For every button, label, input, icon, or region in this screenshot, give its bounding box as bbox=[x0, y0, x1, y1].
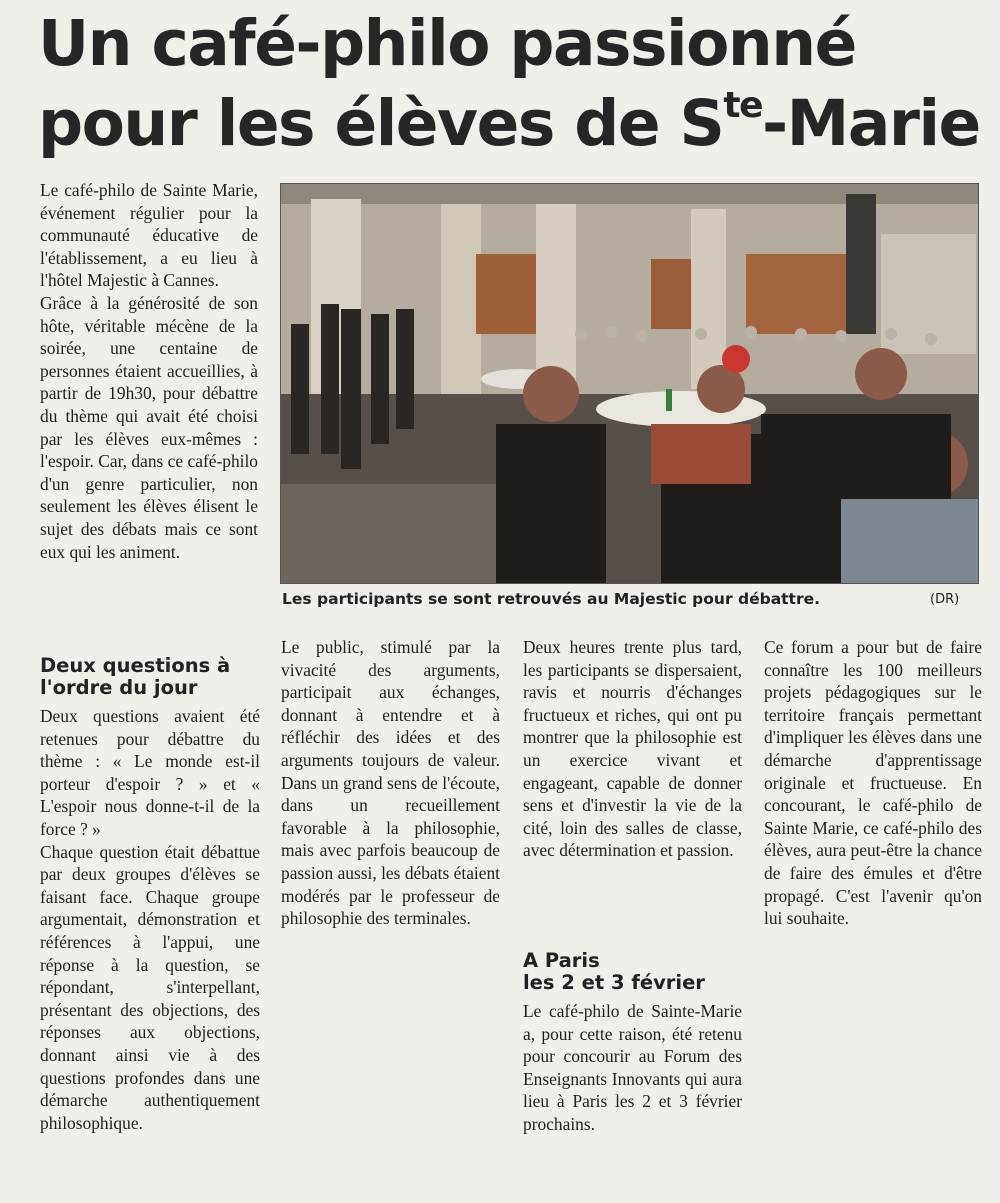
photo-credit bbox=[930, 592, 959, 607]
intro-paragraph: Le café-philo de Sainte Marie, événement régulier pour la communauté éducative de l'établissement, a eu lieu à l'hôtel Majestic à Cannes. bbox=[40, 180, 258, 291]
event-photo bbox=[280, 183, 979, 584]
column-4 bbox=[764, 636, 982, 930]
paragraph-3: Deux questions avaient été retenues pour débattre du thème : « Le monde est-il porteur d'espoir ? » et « L'espoir nous donne-t-il de la force ? » bbox=[40, 706, 260, 839]
paragraph-2: Grâce à la générosité de son hôte, véritable mécène de la soirée, une centaine de personnes étaient accueillies, à partir de 19h30, pour débattre du thème qui avait été choisi par les élèves eux-mêmes : l'espoir. Car, dans ce café-philo d'un genre particulier, non seulement les élèves élisent le sujet des débats mais ce sont eux qui les animent. bbox=[40, 292, 258, 562]
subhead-paris-line-1: A Paris bbox=[523, 949, 600, 972]
column-3-bottom bbox=[523, 1000, 742, 1136]
headline-line-2b: -Marie bbox=[762, 87, 980, 160]
paragraph-6: Deux heures trente plus tard, les participants se dispersaient, ravis et nourris d'échanges fructueux et riches, qui ont pu montrer que la philosophie est un exercice vivant et engageant, capable de donner sens et d'investir la vie de la cité, loin des salles de classe, avec détermination et passion. bbox=[523, 637, 742, 861]
photo-caption bbox=[282, 590, 882, 608]
column-2 bbox=[281, 636, 500, 930]
column-1-bottom bbox=[40, 705, 260, 1203]
event-photo-illustration bbox=[281, 184, 978, 583]
subhead-questions-text: Deux questions à l'ordre du jour bbox=[40, 654, 231, 699]
subhead-paris bbox=[523, 950, 753, 994]
subhead-paris-line-2: les 2 et 3 février bbox=[523, 971, 705, 994]
paragraph-7: Le café-philo de Sainte-Marie a, pour cette raison, été retenu pour concourir au Forum des Enseignants Innovants qui aura lieu à Paris les 2 et 3 février prochains. bbox=[523, 1001, 742, 1134]
paragraph-4: Chaque question était débattue par deux groupes d'élèves se faisant face. Chaque groupe argumentait, démonstration et références à l'appui, une réponse à la question, se répondant, s'interpellant, présentant des objections, des réponses aux objections, donnant ainsi vie à des questions profondes dans une démarche authentiquement philosophique. bbox=[40, 841, 260, 1133]
paragraph-8: Ce forum a pour but de faire connaître les 100 meilleurs projets pédagogiques sur le territoire français permettant d'impliquer les élèves dans une démarche d'apprentissage originale et fructueuse. En concourant, le café-philo de Sainte Marie, ce café-philo des élèves, aura peut-être la chance de faire des émules et d'être propagé. C'est l'avenir qu'on lui souhaite. bbox=[764, 637, 982, 929]
headline-line-1: Un café-philo passionné bbox=[38, 7, 856, 80]
headline-superscript: te bbox=[723, 85, 763, 126]
photo-credit-text: (DR) bbox=[930, 592, 960, 607]
column-3 bbox=[523, 636, 742, 862]
subhead-questions bbox=[40, 655, 270, 699]
headline bbox=[38, 4, 988, 164]
headline-line-2a: pour les élèves de S bbox=[38, 87, 724, 160]
column-1-top bbox=[40, 179, 258, 563]
paragraph-5: Le public, stimulé par la vivacité des arguments, participait aux échanges, donnant à entendre et à réfléchir des idées et des arguments toujours de valeur. Dans un grand sens de l'écoute, dans un recueillement favorable à la philosophie, mais avec parfois beaucoup de passion aussi, les débats étaient modérés par le professeur de philosophie des terminales. bbox=[281, 637, 500, 929]
photo-caption-text: Les participants se sont retrouvés au Majestic pour débattre. bbox=[282, 590, 821, 608]
